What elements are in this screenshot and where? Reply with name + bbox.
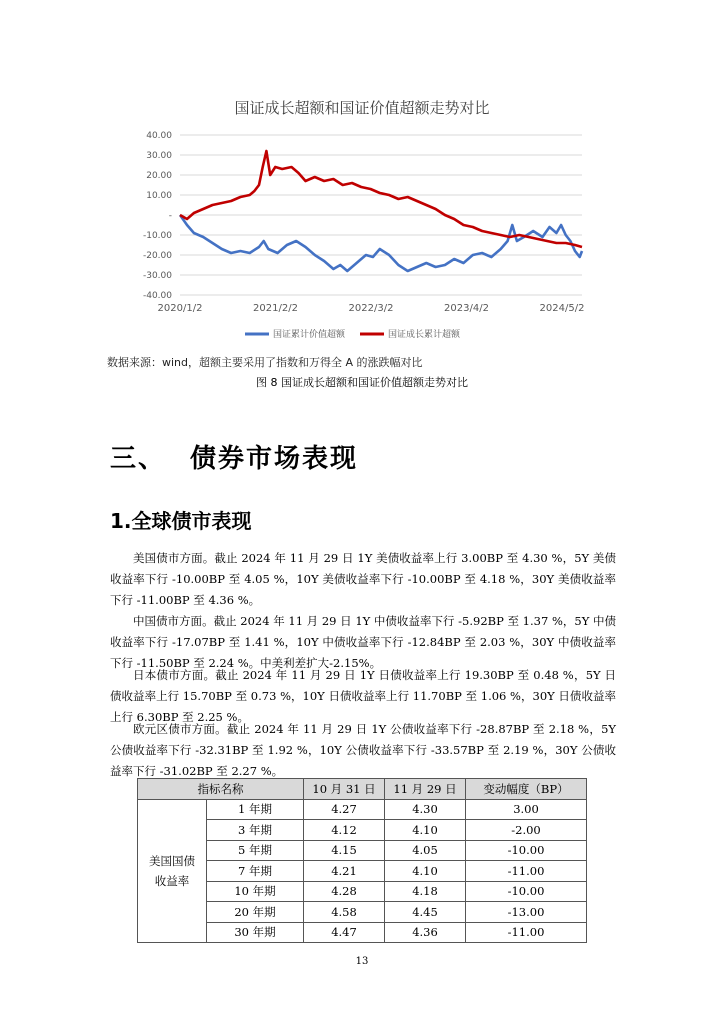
change-cell: -10.00	[466, 840, 587, 861]
header-oct31: 10 月 31 日	[304, 779, 385, 800]
change-cell: -10.00	[466, 881, 587, 902]
section-number: 三、	[110, 444, 167, 474]
y-tick-label: -10.00	[142, 231, 172, 241]
paragraph-euro: 欧元区债市方面。截止 2024 年 11 月 29 日 1Y 公债收益率下行 -28.87BP 至 2.18 %，5Y 公债收益率下行 -32.31BP 至 1.92 %，10Y 公债收益率下行 -33.57BP 至 2.19 %，30Y 公债收益率下行 -31.02BP 至 2.27 %。	[110, 722, 616, 778]
table-header-row	[138, 779, 587, 800]
y-tick-label: -20.00	[142, 251, 172, 261]
oct31-cell: 4.58	[304, 902, 385, 923]
nov29-cell: 4.30	[385, 799, 466, 820]
y-axis-ticks	[143, 131, 172, 301]
line-chart	[0, 0, 724, 345]
y-tick-label: 20.00	[146, 171, 172, 181]
gridlines	[180, 135, 582, 295]
term-cell: 5 年期	[207, 840, 304, 861]
series-line-0	[180, 215, 582, 271]
us-treasury-table	[137, 778, 587, 943]
nov29-cell: 4.10	[385, 861, 466, 882]
y-tick-label: 10.00	[146, 191, 172, 201]
paragraph-japan: 日本债市方面。截止 2024 年 11 月 29 日 1Y 日债收益率上行 19.30BP 至 0.48 %，5Y 日债收益率上行 15.70BP 至 0.73 %，10Y 日债收益率上行 11.70BP 至 1.06 %，30Y 日债收益率上行 6.30BP 至 2.25 %。	[110, 668, 616, 724]
term-cell: 1 年期	[207, 799, 304, 820]
change-cell: -13.00	[466, 902, 587, 923]
header-nov29: 11 月 29 日	[385, 779, 466, 800]
nov29-cell: 4.18	[385, 881, 466, 902]
legend-label: 国证成长累计超额	[388, 330, 461, 340]
legend-label: 国证累计价值超额	[273, 330, 346, 340]
header-indicator: 指标名称	[138, 779, 304, 800]
figure-source: 数据来源：wind，超额主要采用了指数和万得全 A 的涨跌幅对比	[107, 356, 423, 369]
section-heading	[110, 438, 358, 475]
oct31-cell: 4.47	[304, 922, 385, 943]
term-cell: 20 年期	[207, 902, 304, 923]
y-tick-label: -30.00	[142, 271, 172, 281]
change-cell: 3.00	[466, 799, 587, 820]
change-cell: -11.00	[466, 861, 587, 882]
y-tick-label: -40.00	[142, 291, 172, 301]
y-tick-label: 40.00	[146, 131, 172, 141]
subsection-number: 1.	[110, 509, 132, 533]
y-tick-label: 30.00	[146, 151, 172, 161]
oct31-cell: 4.21	[304, 861, 385, 882]
nov29-cell: 4.05	[385, 840, 466, 861]
x-tick-label: 2020/1/2	[157, 303, 203, 314]
y-tick-label: -	[168, 211, 172, 221]
x-axis-ticks	[158, 303, 585, 314]
oct31-cell: 4.15	[304, 840, 385, 861]
term-cell: 30 年期	[207, 922, 304, 943]
nov29-cell: 4.45	[385, 902, 466, 923]
term-cell: 7 年期	[207, 861, 304, 882]
x-tick-label: 2024/5/2	[539, 303, 585, 314]
paragraph-china: 中国债市方面。截止 2024 年 11 月 29 日 1Y 中债收益率下行 -5.92BP 至 1.37 %，5Y 中债收益率下行 -17.07BP 至 1.41 %，10Y 中债收益率下行 -12.84BP 至 2.03 %，30Y 中债收益率下行 -11.50BP 至 2.24 %。中美利差扩大-2.15%。	[110, 614, 616, 670]
nov29-cell: 4.36	[385, 922, 466, 943]
oct31-cell: 4.28	[304, 881, 385, 902]
header-change: 变动幅度（BP）	[466, 779, 587, 800]
change-cell: -11.00	[466, 922, 587, 943]
series-line-1	[180, 151, 582, 247]
group-label: 美国国债收益率	[138, 799, 207, 943]
x-tick-label: 2022/3/2	[348, 303, 394, 314]
page-number: 13	[355, 956, 369, 967]
x-tick-label: 2023/4/2	[444, 303, 489, 314]
change-cell: -2.00	[466, 820, 587, 841]
subsection-title: 全球债市表现	[131, 509, 252, 533]
section-title: 债券市场表现	[190, 444, 359, 474]
figure-caption: 图 8 国证成长超额和国证价值超额走势对比	[256, 376, 468, 389]
oct31-cell: 4.27	[304, 799, 385, 820]
legend	[245, 328, 461, 340]
series-lines	[180, 151, 582, 271]
subsection-heading	[110, 505, 252, 534]
chart-title: 国证成长超额和国证价值超额走势对比	[234, 99, 490, 117]
paragraph-us: 美国债市方面。截止 2024 年 11 月 29 日 1Y 美债收益率上行 3.00BP 至 4.30 %，5Y 美债收益率下行 -10.00BP 至 4.05 %，10Y 美债收益率下行 -10.00BP 至 4.18 %，30Y 美债收益率下行 -11.00BP 至 4.36 %。	[110, 551, 616, 607]
table-row	[138, 799, 587, 820]
x-tick-label: 2021/2/2	[253, 303, 298, 314]
term-cell: 3 年期	[207, 820, 304, 841]
term-cell: 10 年期	[207, 881, 304, 902]
nov29-cell: 4.10	[385, 820, 466, 841]
oct31-cell: 4.12	[304, 820, 385, 841]
